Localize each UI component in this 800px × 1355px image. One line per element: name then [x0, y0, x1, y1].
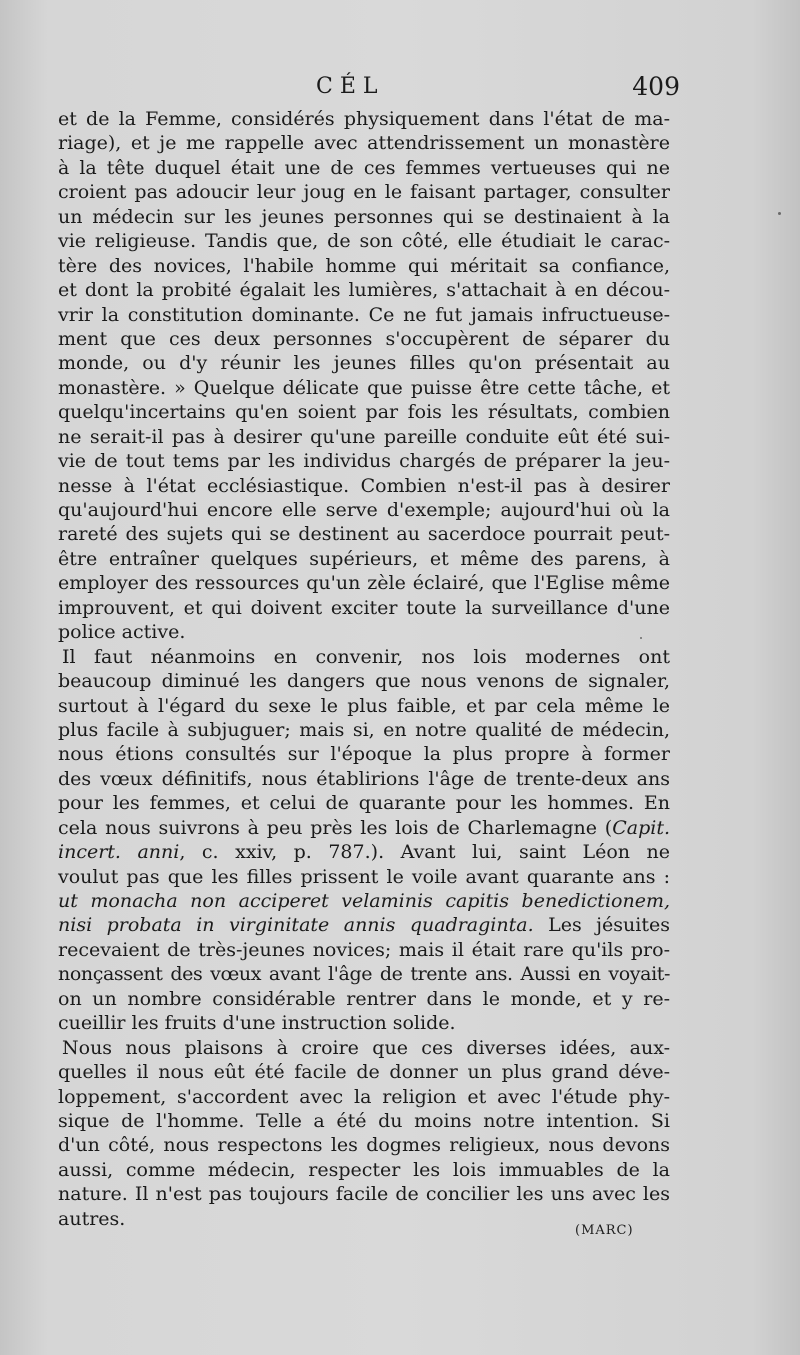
text-line: croient pas adoucir leur joug en le faisant partager, consulter — [58, 181, 670, 204]
text-line: beaucoup diminué les dangers que nous venons de signaler, — [58, 670, 670, 693]
text-line — [58, 840, 670, 864]
text-line: vrir la constitution dominante. Ce ne fut jamais infructueuse- — [58, 303, 670, 326]
text-line: nous étions consultés sur l'époque la plus propre à former — [58, 743, 670, 766]
italic-text-run: nisi probata in virginitate annis quadraginta. — [58, 914, 534, 937]
text-line — [58, 913, 670, 937]
text-line: quelqu'incertains qu'en soient par fois les résultats, combien — [58, 401, 670, 424]
text-line: Il faut néanmoins en convenir, nos lois modernes ont — [62, 645, 670, 668]
text-line: tère des novices, l'habile homme qui méritait sa confiance, — [58, 254, 670, 277]
italic-text-run: Capit. — [612, 816, 670, 839]
text-line: vie religieuse. Tandis que, de son côté, elle étudiait le carac- — [58, 230, 670, 253]
text-line: nesse à l'état ecclésiastique. Combien n'est-il pas à desirer — [58, 474, 670, 497]
text-line: on un nombre considérable rentrer dans le monde, et y re- — [58, 987, 670, 1010]
text-line: ne serait-il pas à desirer qu'une pareille conduite eût été sui- — [58, 425, 670, 448]
text-line: plus facile à subjuguer; mais si, en notre qualité de médecin, — [58, 718, 670, 741]
text-line: employer des ressources qu'un zèle éclairé, que l'Eglise même — [58, 572, 670, 595]
text-line — [58, 816, 670, 840]
text-run: , c. xxiv, p. 787.). Avant lui, saint Léon ne — [179, 841, 671, 864]
text-line: nonçassent des vœux avant l'âge de trente ans. Aussi en voyait- — [58, 963, 670, 986]
text-line: à la tête duquel était une de ces femmes vertueuses qui ne — [58, 156, 670, 179]
text-line: d'un côté, nous respectons les dogmes religieux, nous devons — [58, 1134, 670, 1157]
text-line: monde, ou d'y réunir les jeunes filles qu'on présentait au — [58, 352, 670, 375]
page-header — [60, 70, 680, 104]
italic-text-run: ut monacha non acciperet velaminis capitis benedictionem, — [58, 890, 670, 912]
text-line: pour les femmes, et celui de quarante pour les hommes. En — [58, 792, 670, 815]
running-head: CÉL — [316, 74, 385, 99]
text-line: riage), et je me rappelle avec attendrissement un monastère — [58, 132, 670, 155]
page-number: 409 — [632, 72, 680, 101]
text-line: police active. — [58, 621, 186, 644]
text-run: Les jésuites — [533, 914, 670, 937]
text-line: improuvent, et qui doivent exciter toute la surveillance d'une — [58, 596, 670, 619]
text-line: sique de l'homme. Telle a été du moins notre intention. Si — [58, 1109, 670, 1132]
text-line: ment que ces deux personnes s'occupèrent de séparer du — [58, 327, 670, 350]
paper-speck — [778, 212, 781, 215]
text-line: et de la Femme, considérés physiquement dans l'état de ma- — [58, 108, 670, 130]
text-line: rareté des sujets qui se destinent au sacerdoce pourrait peut- — [58, 523, 670, 546]
text-line: qu'aujourd'hui encore elle serve d'exemple; aujourd'hui où la — [58, 499, 670, 521]
paper-speck — [640, 637, 642, 639]
text-line: recevaient de très-jeunes novices; mais il était rare qu'ils pro- — [58, 938, 670, 961]
text-line: vie de tout tems par les individus chargés de préparer la jeu- — [58, 450, 670, 473]
body-text — [58, 107, 670, 1231]
text-line: surtout à l'égard du sexe le plus faible, et par cela même le — [58, 694, 670, 717]
text-run: cela nous suivrons à peu près les lois de Charlemagne ( — [58, 816, 613, 839]
text-line: et dont la probité égalait les lumières, s'attachait à en décou- — [58, 279, 670, 302]
text-line: nature. Il n'est pas toujours facile de concilier les uns avec les — [58, 1183, 670, 1206]
text-line: autres. — [58, 1207, 126, 1230]
italic-text-run: incert. anni — [58, 841, 180, 864]
text-line: loppement, s'accordent avec la religion et avec l'étude phy- — [58, 1085, 670, 1108]
text-line: des vœux définitifs, nous établirions l'âge de trente-deux ans — [58, 767, 670, 790]
text-line: un médecin sur les jeunes personnes qui se destinaient à la — [58, 205, 670, 228]
text-line: aussi, comme médecin, respecter les lois immuables de la — [58, 1158, 670, 1181]
text-line: être entraîner quelques supérieurs, et même des parens, à — [58, 547, 670, 570]
text-line: cueillir les fruits d'une instruction solide. — [58, 1012, 456, 1035]
text-line: voulut pas que les filles prissent le voile avant quarante ans : — [58, 865, 670, 888]
text-line: Nous nous plaisons à croire que ces diverses idées, aux- — [62, 1036, 670, 1059]
author-signature: (MARC) — [575, 1223, 634, 1238]
text-line — [58, 889, 670, 913]
text-line: quelles il nous eût été facile de donner un plus grand déve- — [58, 1061, 670, 1084]
text-line: monastère. » Quelque délicate que puisse être cette tâche, et — [58, 376, 670, 399]
